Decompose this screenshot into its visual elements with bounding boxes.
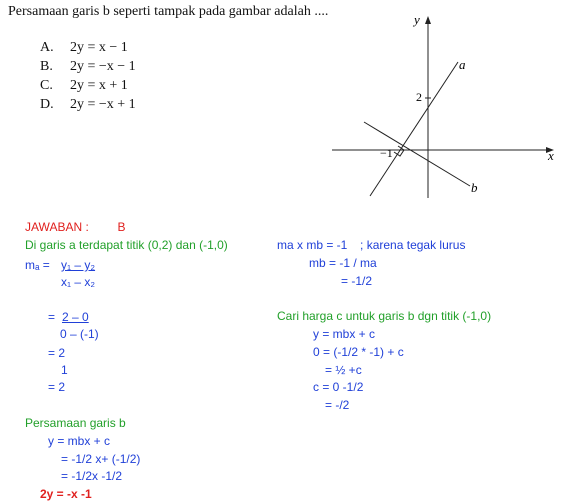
perpendicular-note: ; karena tegak lurus xyxy=(360,238,466,252)
mb-step-2: = -1/2 xyxy=(341,274,373,288)
option-text: 2y = −x + 1 xyxy=(70,97,136,112)
equation-line-1: y = mbx + c xyxy=(48,434,111,448)
option-letter: A. xyxy=(40,40,54,55)
answer-choice: B xyxy=(117,220,126,234)
option-letter: C. xyxy=(40,78,53,93)
c-step-1: y = mbx + c xyxy=(313,327,376,341)
line-a xyxy=(370,62,458,196)
fraction2-numerator: 2 – 0 xyxy=(62,310,89,324)
equals-2: = 2 xyxy=(48,346,66,360)
x-label: x xyxy=(548,148,554,163)
fraction1-numerator: y₁ – y₂ xyxy=(61,258,96,272)
option-letter: D. xyxy=(40,97,54,112)
coordinate-graph xyxy=(0,0,568,210)
line-b-label: b xyxy=(471,180,478,195)
fraction1-denominator: x₁ – x₂ xyxy=(61,275,96,289)
perpendicular-equation xyxy=(277,238,465,252)
option-text: 2y = −x − 1 xyxy=(70,59,136,74)
option-letter: B. xyxy=(40,59,53,74)
equation-heading: Persamaan garis b xyxy=(25,416,126,430)
ma-label: mₐ = xyxy=(25,258,50,272)
equation-line-3: = -1/2x -1/2 xyxy=(61,469,123,483)
c-heading: Cari harga c untuk garis b dgn titik (-1,0) xyxy=(277,309,492,323)
option-text: 2y = x − 1 xyxy=(70,40,128,55)
equals-3: = 2 xyxy=(48,380,66,394)
question-text: Persamaan garis b seperti tampak pada gambar adalah .... xyxy=(8,4,329,19)
line-a-label: a xyxy=(459,57,466,72)
point-statement: Di garis a terdapat titik (0,2) dan (-1,0) xyxy=(25,238,228,252)
c-step-3: = ½ +c xyxy=(325,363,362,377)
equals-1: = xyxy=(48,310,56,324)
fraction2-denominator: 0 – (-1) xyxy=(60,327,99,341)
label-neg1: −1 xyxy=(380,146,393,160)
c-step-4: c = 0 -1/2 xyxy=(313,380,364,394)
final-answer: 2y = -x -1 xyxy=(40,487,92,501)
perpendicular-formula: ma x mb = -1 xyxy=(277,238,348,252)
label-2: 2 xyxy=(416,90,422,104)
equals-2-denominator: 1 xyxy=(61,363,68,377)
answer-header-label: JAWABAN : xyxy=(25,220,89,234)
equation-line-2: = -1/2 x+ (-1/2) xyxy=(61,452,141,466)
answer-header xyxy=(25,220,126,234)
y-label: y xyxy=(414,12,420,27)
option-text: 2y = x + 1 xyxy=(70,78,128,93)
c-step-2: 0 = (-1/2 * -1) + c xyxy=(313,345,404,359)
c-step-5: = -/2 xyxy=(325,398,350,412)
mb-step-1: mb = -1 / ma xyxy=(309,256,377,270)
y-axis-arrow xyxy=(425,16,431,24)
